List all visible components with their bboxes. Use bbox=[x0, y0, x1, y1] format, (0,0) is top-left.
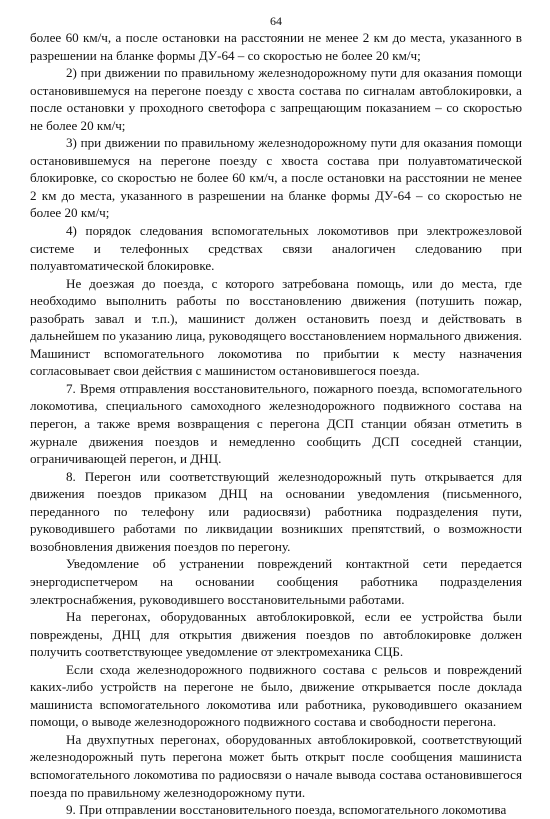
paragraph: более 60 км/ч, а после остановки на расстоянии не менее 2 км до места, указанного в разрешении на бланке формы ДУ-64 – со скоростью не более 20 км/ч; bbox=[30, 30, 522, 63]
paragraph: 9. При отправлении восстановительного поезда, вспомогательного локомотива bbox=[66, 802, 507, 818]
paragraph: 4) порядок следования вспомогательных локомотивов при электрожезловой системе и телефонных средствах связи аналогичен следованию при полуавтоматической блокировке. bbox=[30, 223, 522, 274]
paragraph: Уведомление об устранении повреждений контактной сети передается энергодиспетчером на основании сообщения работника подразделения электроснабжения, руководившего восстановительными работами. bbox=[30, 556, 522, 607]
paragraph: 7. Время отправления восстановительного, пожарного поезда, вспомогательного локомотива, специального самоходного железнодорожного подвижного состава на перегон, а также время возвращения с перегона ДСП станции обязан отметить в журнале движения поездов и немедленно сообщить ДСП соседней станции, ограничивающей перегон, и ДНЦ. bbox=[30, 380, 522, 467]
body-text bbox=[30, 29, 522, 818]
page-number: 64 bbox=[270, 14, 282, 28]
paragraph: Если схода железнодорожного подвижного состава с рельсов и повреждений каких-либо устройств на перегоне не было, движение открывается после доклада машиниста вспомогательного локомотива или работника, руководившего оказанием помощи, о выводе железнодорожного подвижного состава и свободности перегона. bbox=[30, 661, 522, 730]
paragraph: 2) при движении по правильному железнодорожному пути для оказания помощи остановившемуся на перегоне поезду с хвоста состава по сигналам автоблокировки, а после остановки у проходного светофора с запрещающим показанием – со скоростью не более 20 км/ч; bbox=[30, 65, 522, 133]
paragraph: 3) при движении по правильному железнодорожному пути для оказания помощи остановившемуся на перегоне поезду с хвоста состава при полуавтоматической блокировке, со скоростью не более 60 км/ч, а после остановки на расстоянии не менее 2 км до места, указанного в разрешении на бланке формы ДУ-64 – со скоростью не более 20 км/ч; bbox=[30, 135, 522, 221]
paragraph: Не доезжая до поезда, с которого затребована помощь, или до места, где необходимо выполнить работы по восстановлению движения (потушить пожар, разобрать завал и т.п.), машинист должен остановить поезд и действовать в дальнейшем по указанию лица, руководящего восстановлением нормального движения. Машинист вспомогательного локомотива по прибытии к месту назначения согласовывает свои действия с машинистом остановившегося поезда. bbox=[30, 275, 522, 379]
paragraph: На двухпутных перегонах, оборудованных автоблокировкой, соответствующий железнодорожный путь перегона может быть открыт после сообщения машиниста вспомогательного локомотива по радиосвязи о начале вывода состава остановившегося поезда по правильному железнодорожному пути. bbox=[30, 731, 522, 800]
paragraph: На перегонах, оборудованных автоблокировкой, если ее устройства были повреждены, ДНЦ для открытия движения поездов по автоблокировке должен получить соответствующее уведомление от электромеханика СЦБ. bbox=[30, 609, 522, 660]
paragraph: 8. Перегон или соответствующий железнодорожный путь открывается для движения поездов приказом ДНЦ на основании уведомления (письменного, переданного по телефону или радиосвязи) работника подразделения пути, руководившего работами по ликвидации возникших препятствий, о возможности возобновления движения поездов по перегону. bbox=[30, 468, 522, 554]
